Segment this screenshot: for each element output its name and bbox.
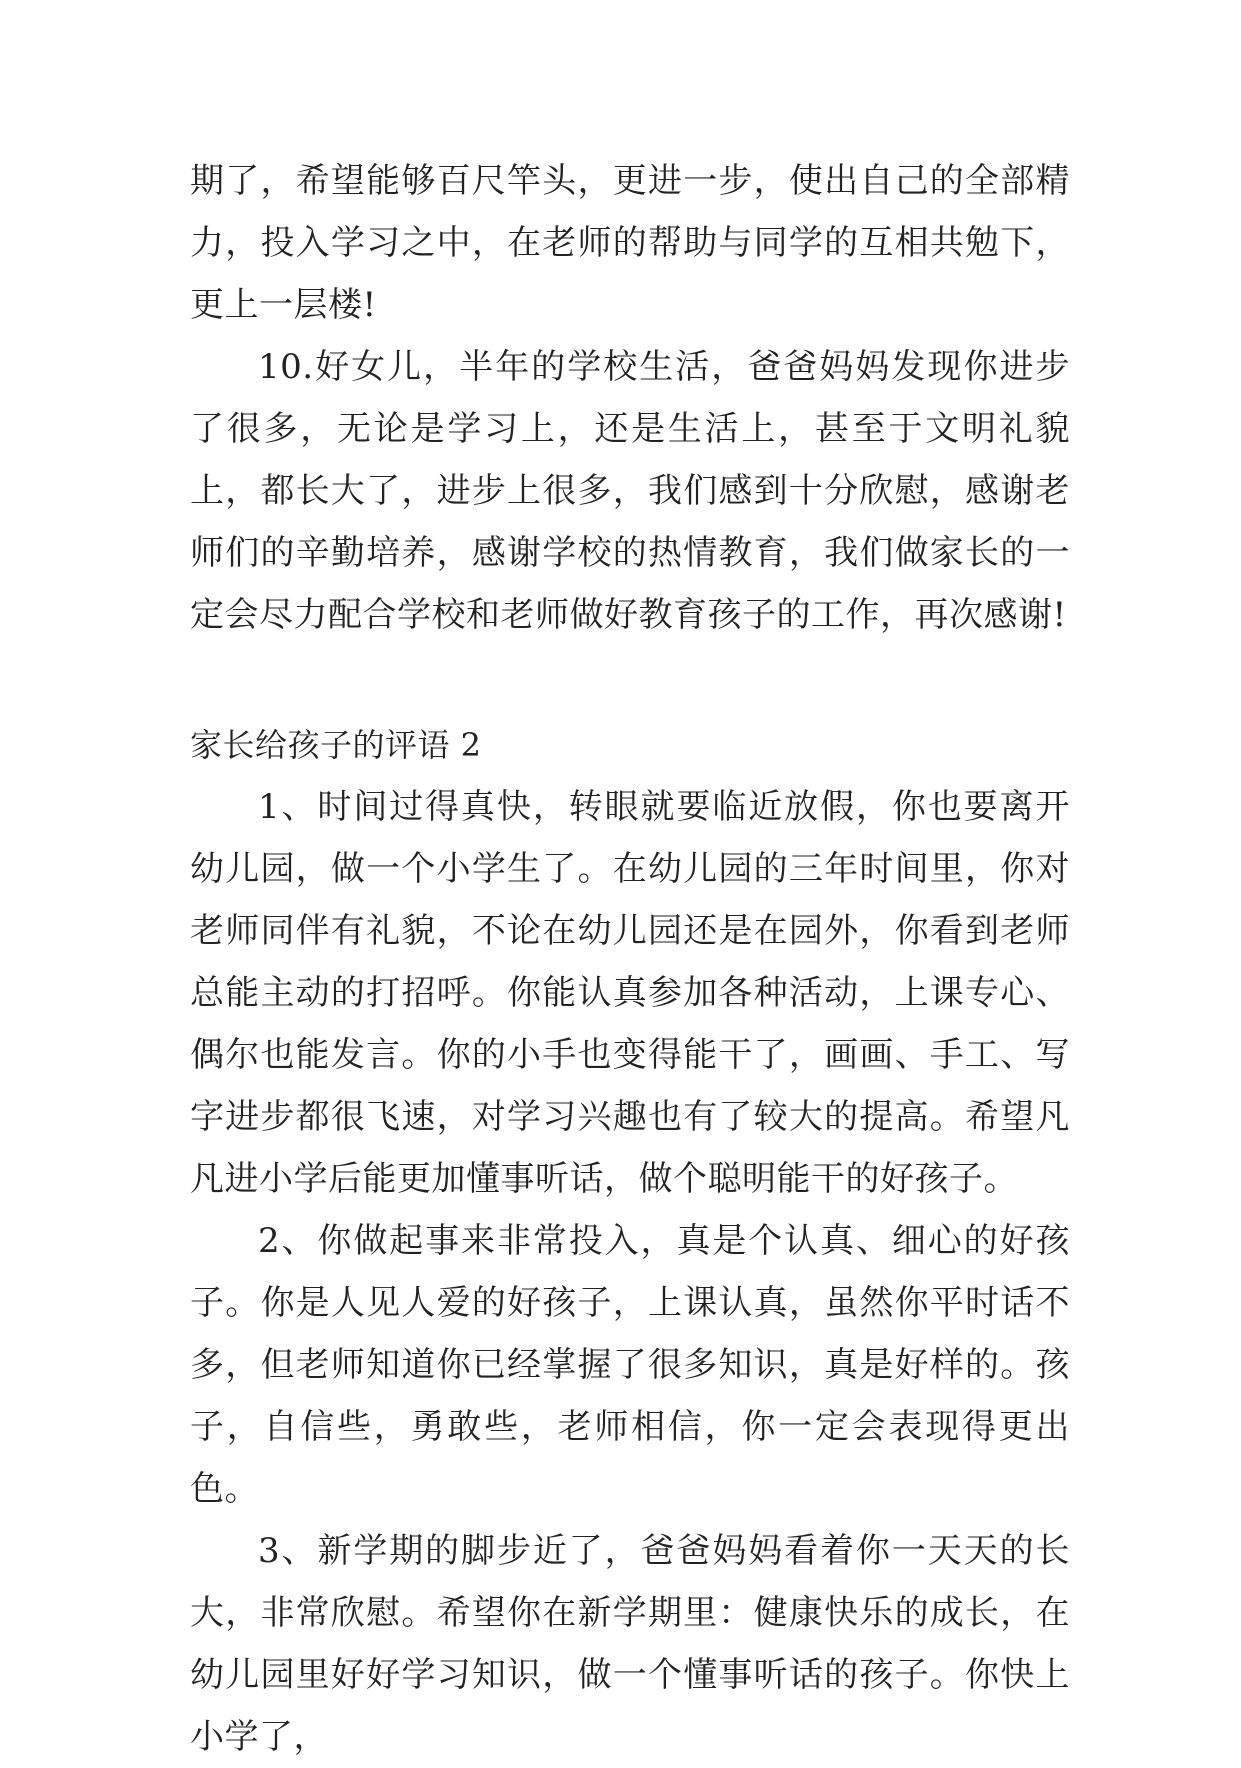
paragraph-continuation: 期了，希望能够百尺竿头，更进一步，使出自己的全部精力，投入学习之中，在老师的帮助与同学的互相共勉下，更上一层楼! — [190, 161, 1070, 325]
document-body — [190, 150, 1070, 1768]
paragraph-item-10: 10.好女儿，半年的学校生活，爸爸妈妈发现你进步了很多，无论是学习上，还是生活上，甚至于文明礼貌上，都长大了，进步上很多，我们感到十分欣慰，感谢老师们的辛勤培养，感谢学校的热情教育，我们做家长的一定会尽力配合学校和老师做好教育孩子的工作，再次感谢! — [190, 347, 1070, 635]
paragraph-item-2: 2、你做起事来非常投入，真是个认真、细心的好孩子。你是人见人爱的好孩子，上课认真，虽然你平时话不多，但老师知道你已经掌握了很多知识，真是好样的。孩子，自信些，勇敢些，老师相信，你一定会表现得更出色。 — [190, 1221, 1070, 1509]
section-heading: 家长给孩子的评语 2 — [190, 726, 482, 764]
paragraph-item-1: 1、时间过得真快，转眼就要临近放假，你也要离开幼儿园，做一个小学生了。在幼儿园的三年时间里，你对老师同伴有礼貌，不论在幼儿园还是在园外，你看到老师总能主动的打招呼。你能认真参加各种活动，上课专心、偶尔也能发言。你的小手也变得能干了，画画、手工、写字进步都很飞速，对学习兴趣也有了较大的提高。希望凡凡进小学后能更加懂事听话，做个聪明能干的好孩子。 — [190, 787, 1070, 1199]
paragraph-item-3: 3、新学期的脚步近了，爸爸妈妈看着你一天天的长大，非常欣慰。希望你在新学期里：健康快乐的成长，在幼儿园里好好学习知识，做一个懂事听话的孩子。你快上小学了， — [190, 1531, 1070, 1757]
